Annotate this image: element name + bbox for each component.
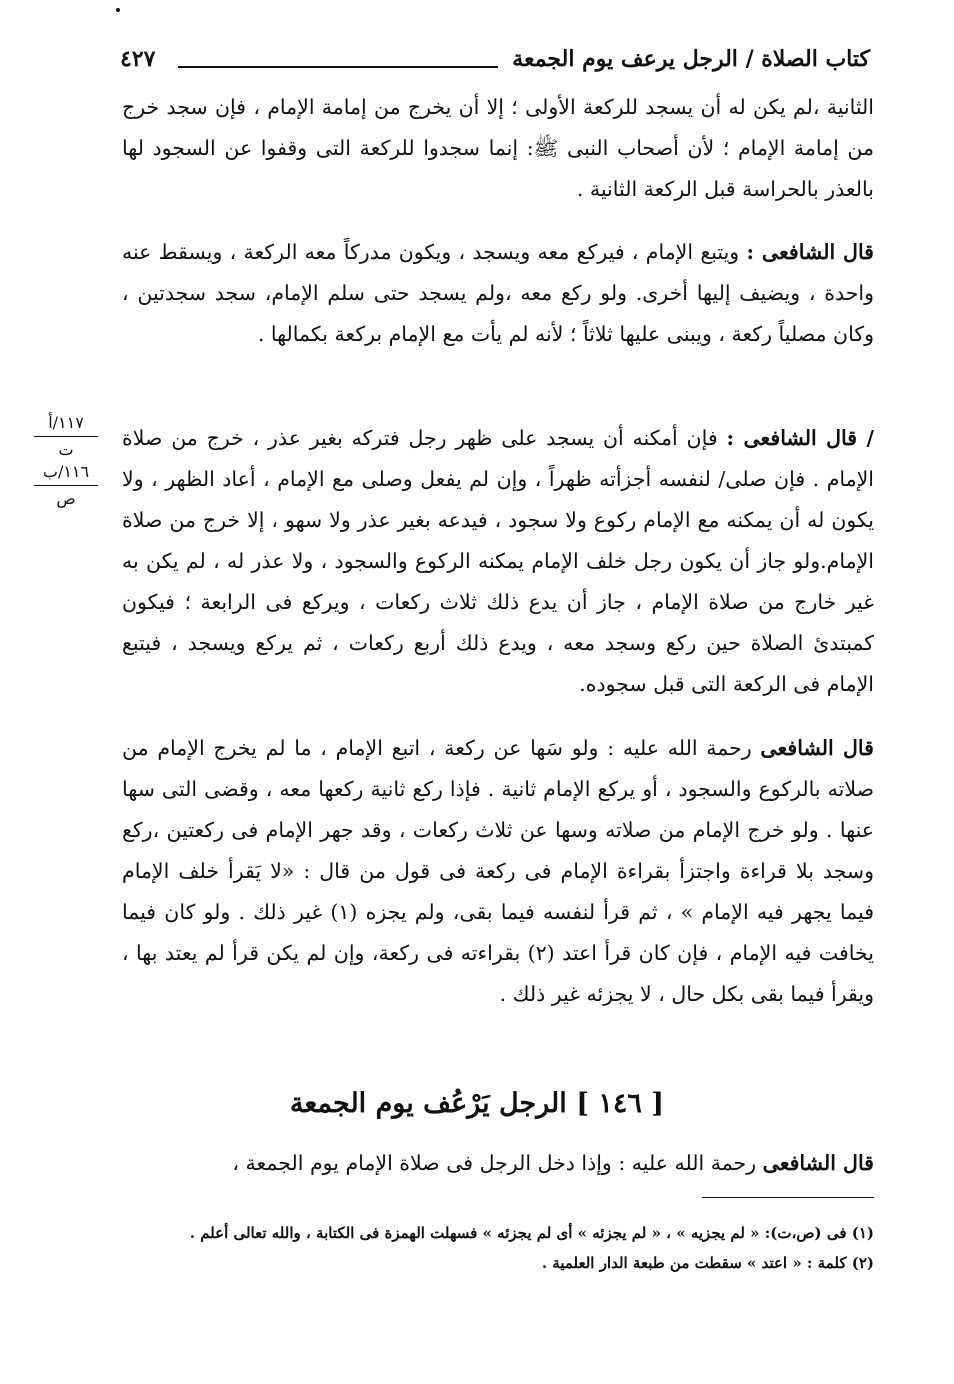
running-header — [120, 44, 870, 84]
paragraph-text — [122, 1143, 874, 1184]
margin-rule — [34, 485, 98, 486]
speck-mark — [116, 8, 120, 12]
section-heading: [ ١٤٦ ] الرجل يَرْعُف يوم الجمعة — [289, 1088, 665, 1119]
paragraph-body: رحمة الله عليه : وإذا دخل الرجل فى صلاة الإمام يوم الجمعة ، — [232, 1151, 763, 1175]
footnote-2: (٢) كلمة : « اعتد » سقطت من طبعة الدار العلمية . — [541, 1254, 874, 1272]
margin-folio-1: ١١٧/أ — [48, 413, 84, 432]
paragraph-3 — [122, 418, 874, 705]
speaker-lead: / قال الشافعى : — [726, 426, 874, 450]
footnotes — [122, 1218, 874, 1278]
paragraph-body: ويتبع الإمام ، فيركع معه ويسجد ، ويكون مدركاً معه الركعة ، ويسقط عنه واحدة ، ويضيف إليها أخرى. ولو ركع معه ،ولم يسجد حتى سلم الإمام، سجد سجدتين ، وكان مصلياً ركعة ، ويبنى عليها ثلاثاً ؛ لأنه لم يأت مع الإمام بركعة بكمالها . — [122, 240, 874, 346]
paragraph-text: الثانية ،لم يكن له أن يسجد للركعة الأولى ؛ إلا أن يخرج من إمامة الإمام ، فإن سجد خرج من إمامة الإمام ؛ لأن أصحاب النبى ﷺ: إنما سجدوا للركعة التى وقفوا عن السجود لها بالعذر بالحراسة قبل الركعة الثانية . — [122, 95, 874, 201]
paragraph-text — [122, 418, 874, 705]
page-number: ٤٢٧ — [120, 46, 156, 72]
paragraph-5 — [122, 1143, 874, 1184]
paragraph-body: فإن أمكنه أن يسجد على ظهر رجل فتركه بغير عذر ، خرج من صلاة الإمام . فإن صلى/ لنفسه أجزأته ظهراً ، وإن لم يفعل وصلى مع الإمام ، أعاد الظهر ، ولا يكون له أن يمكنه مع الإمام ركوع ولا سجود ، فيدعه بغير عذر ولا سهو ، إلا خرج من صلاة الإمام.ولو جاز أن يكون رجل خلف الإمام يمكنه الركوع والسجود ، ولا عذر له ، لم يكن به غير خارج من صلاة الإمام ، جاز أن يدع ذلك ثلاث ركعات ، ويركع فى الرابعة ؛ فيكون كمبتدئ الصلاة حين ركع وسجد معه ، ويدع ذلك أربع ركعات ، ثم يركع ويسجد ، فيتبع الإمام فى الركعة التى قبل سجوده. — [122, 426, 874, 696]
paragraph-4 — [122, 728, 874, 1015]
margin-siglum-2: ص — [56, 489, 76, 508]
paragraph-2 — [122, 232, 874, 355]
manuscript-margin-note — [30, 412, 102, 510]
margin-folio-2: ١١٦/ب — [42, 462, 90, 481]
margin-rule — [34, 436, 98, 437]
speaker-lead: قال الشافعى — [760, 736, 874, 760]
paragraph-body: رحمة الله عليه : ولو سَها عن ركعة ، اتبع الإمام ، ما لم يخرج الإمام من صلاته بالركوع والسجود ، أو يركع الإمام ثانية . فإذا ركع ثانية ركعها معه ، وقضى التى سها عنها . ولو خرج الإمام من صلاته وسها عن ثلاث ركعات ، وقد جهر الإمام فى ركعتين ،ركع وسجد بلا قراءة واجتزأ بقراءة الإمام فى ركعة فى قول من قال : «لا يَقرأ خلف الإمام فيما يجهر فيه الإمام » ، ثم قرأ لنفسه فيما بقى، ولم يجزه (١) غير ذلك . ولو كان فيما يخافت فيه الإمام ، فإن كان قرأ اعتد (٢) بقراءته فى ركعة، وإن لم يكن قرأ لم يعتد بها ، ويقرأ فيما بقى بكل حال ، لا يجزئه غير ذلك . — [122, 736, 874, 1006]
paragraph-text — [122, 232, 874, 355]
header-rule — [178, 66, 498, 68]
speaker-lead: قال الشافعى — [762, 1151, 874, 1175]
margin-siglum-1: ت — [58, 440, 74, 459]
speaker-lead: قال الشافعى : — [746, 240, 874, 264]
footnote-rule — [702, 1197, 874, 1198]
running-title: كتاب الصلاة / الرجل يرعف يوم الجمعة — [512, 46, 870, 72]
paragraph-text — [122, 728, 874, 1015]
paragraph-1 — [122, 87, 874, 210]
footnote-1: (١) فى (ص،ت): « لم يجزيه » ، « لم يجزئه » أى لم يجزئه » فسهلت الهمزة فى الكتابة ، والله تعالى أعلم . — [189, 1224, 874, 1242]
